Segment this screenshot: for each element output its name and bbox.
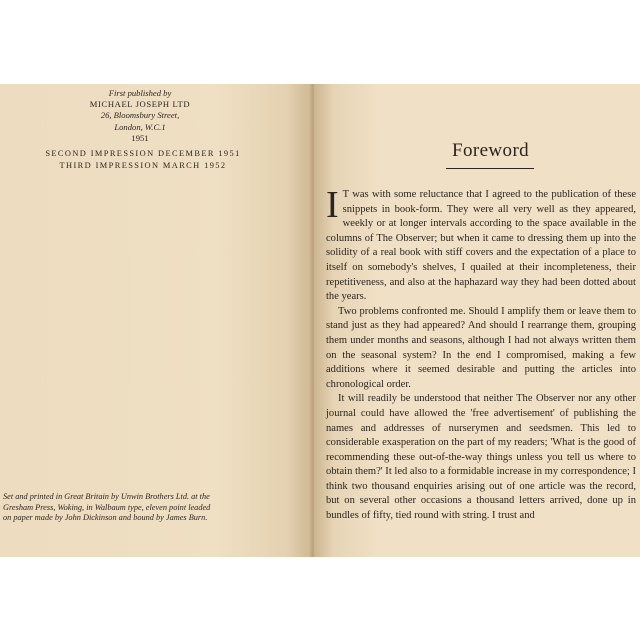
colophon-line: Set and printed in Great Britain by Unwin Brothers Ltd. at the [3,492,210,501]
publisher-city: London, W.C.1 [114,121,166,132]
third-impression-line: THIRD IMPRESSION MARCH 1952 [59,160,227,170]
colophon [3,492,279,524]
colophon-line: on paper made by John Dickinson and bound by James Burn. [3,513,208,523]
colophon-line: Gresham Press, Woking, in Walbaum type, eleven point leaded [3,502,211,512]
foreword-paragraph [326,184,636,305]
foreword-paragraph: Two problems confronted me. Should I amplify them or leave them to stand just as they had appeared? And should I rearrange them, grouping them under months and seasons, although I had not always written them on the seasonal system? In the end I compromised, making a few additions where it seemed desirable and putting the articles into chronological order. [326,305,636,390]
publisher-street: 26, Bloomsbury Street, [100,110,180,121]
title-underline [446,168,534,169]
paragraph-text: T was with some reluctance that I agreed to the publication of these snippets in book-form. They were all very well as they appeared, weekly or at longer intervals according to the space available in the columns of The Observer; but when it came to dressing them up into the solidity of a real book with stiff covers and the expectation of a place to itself on somebody's shelves, I quailed at their incompleteness, their repetitiveness, and also at the haphazard way they had been dotted about the years. [326,189,636,303]
publisher-name: MICHAEL JOSEPH LTD [89,99,191,110]
foreword-title: Foreword [452,140,530,161]
drop-cap: I [326,184,339,226]
open-book [0,84,640,557]
imprint-block [40,88,240,144]
foreword-body [326,184,636,524]
foreword-paragraph: It will readily be understood that neither The Observer nor any other journal could have allowed the 'free advertisement' of publishing the names and addresses of nurserymen and seedsmen. This led to considerable exasperation on the part of my readers; 'What is the good of recommending these out-of-the-way things unless you tell us where to obtain them?' It led also to a formidable increase in my correspondence; I think two thousand enquiries arising out of one article was the record, but on several other occasions a thousand letters arrived, done up in bundles of fifty, tied round with string. I trust and [326,393,636,522]
publication-year: 1951 [131,132,149,143]
first-published-line: First published by [108,88,172,98]
impressions-block [38,148,248,171]
second-impression-line: SECOND IMPRESSION DECEMBER 1951 [45,149,241,158]
left-page [0,84,312,557]
